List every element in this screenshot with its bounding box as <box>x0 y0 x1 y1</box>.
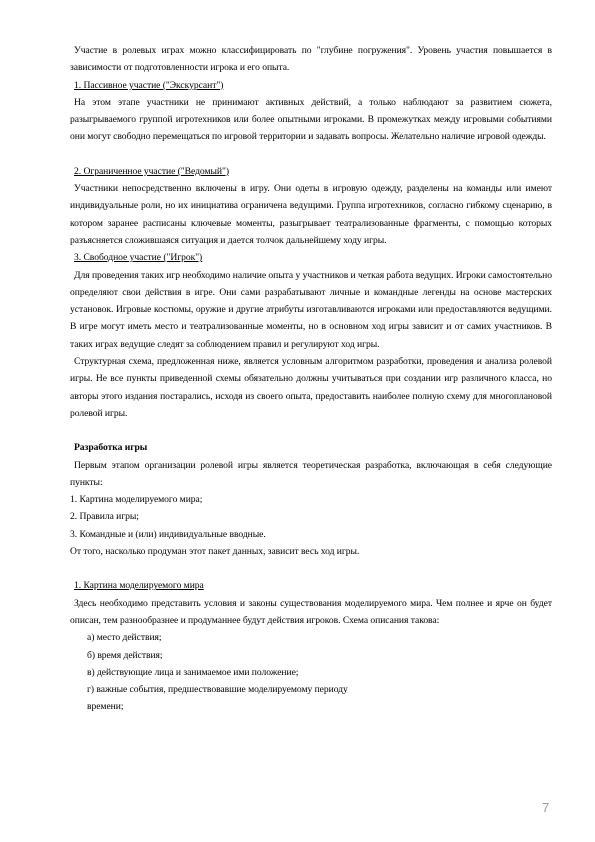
spacer <box>70 146 552 163</box>
heading-development: Разработка игры <box>74 442 148 454</box>
heading-world: 1. Картина моделируемого мира <box>74 580 204 592</box>
heading-passive: 1. Пассивное участие ("Экскурсант") <box>74 79 224 91</box>
paragraph-world: Здесь необходимо представить условия и законы существования моделируемого мира. Чем полнее и ярче он будет описан, тем разнообразнее и продуманнее будут действия игроков. Схема описания такова: <box>70 597 552 626</box>
list-item: а) место действия; <box>87 632 162 644</box>
paragraph-free: Для проведения таких игр необходимо наличие опыта у участников и четкая работа ведущих. Игроки самостоятельно определяют свои действия в игре. Они сами разрабатывают личные и командные легенды на основе мастерских установок. Игровые костюмы, оружие и другие атрибуты изготавливаются игроками или предоставляются ведущими. В игре могут иметь место и театрализованные моменты, но в основном ход игры зависит и от самих участников. В таких играх ведущие следят за соблюдением правил и регулируют ход игры. <box>70 269 552 350</box>
list-item: 3. Командные и (или) индивидуальные вводные. <box>70 528 266 540</box>
paragraph-passive: На этом этапе участники не принимают активных действий, а только наблюдают за развитием сюжета, разыгрываемого группой игротехников или более опытными игроками. В промежутках между игровыми событиями они могут свободно перемещаться по игровой территории и задавать вопросы. Желательно наличие игровой одежды. <box>70 96 552 143</box>
list-item: г) важные события, предшествовавшие моделируемому периоду <box>87 684 348 696</box>
page-content <box>70 42 552 716</box>
paragraph-intro: Участие в ролевых играх можно классифицировать по "глубине погружения". Уровень участия повышается в зависимости от подготовленности игрока и его опыта. <box>70 45 552 74</box>
list-item: 1. Картина моделируемого мира; <box>70 494 203 506</box>
list-item: б) время действия; <box>87 649 163 661</box>
heading-free: 3. Свободное участие ("Игрок") <box>74 252 203 264</box>
paragraph-development: Первым этапом организации ролевой игры является теоретическая разработка, включающая в себя следующие пункты: <box>70 459 552 488</box>
list-item: 2. Правила игры; <box>70 511 139 523</box>
paragraph-package: От того, насколько продуман этот пакет данных, зависит весь ход игры. <box>70 546 360 558</box>
spacer <box>70 422 552 439</box>
page-number: 7 <box>542 800 550 815</box>
paragraph-structure: Структурная схема, предложенная ниже, является условным алгоритмом разработки, проведения и анализа ролевой игры. Не все пункты приведенной схемы обязательно должны учитываться при создании игр различного класса, но авторы этого издания постарались, исходя из своего опыта, предоставить наиболее полную схему для многоплановой ролевой игры. <box>70 356 552 419</box>
list-item: в) действующие лица и занимаемое ими положение; <box>87 666 299 678</box>
heading-limited: 2. Ограниченное участие ("Ведомый") <box>74 165 229 177</box>
spacer <box>70 560 552 577</box>
list-item: времени; <box>87 701 124 713</box>
paragraph-limited: Участники непосредственно включены в игру. Они одеты в игровую одежду, разделены на команды или имеют индивидуальные роли, но их инициатива ограничена ведущими. Группа игротехников, согласно гибкому сценарию, в котором заранее расписаны ключевые моменты, разыгрывает театрализованные фрагменты, с помощью которых разъясняется сложившаяся ситуация и дается толчок дальнейшему ходу игры. <box>70 183 552 246</box>
